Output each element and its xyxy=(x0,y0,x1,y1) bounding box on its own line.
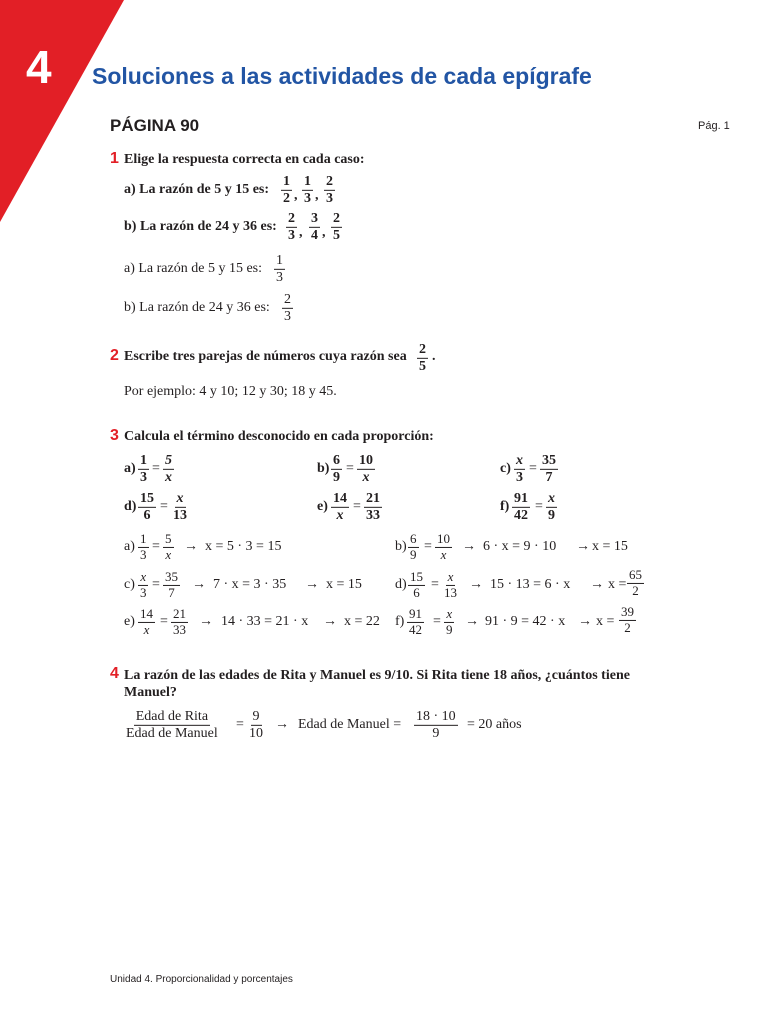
arrow: → xyxy=(578,614,592,629)
arrow: → xyxy=(323,614,337,629)
equals-sign: = xyxy=(346,461,354,476)
equals-sign: = xyxy=(529,461,537,476)
fraction-left: 14 x xyxy=(333,490,347,523)
item-label: f) xyxy=(395,614,405,629)
item-label: a) xyxy=(124,461,136,476)
step: x = 15 xyxy=(592,539,628,554)
item-label: d) xyxy=(395,577,407,592)
corner-banner-shape xyxy=(0,0,124,222)
item-label: f) xyxy=(500,499,510,514)
corner-banner xyxy=(0,0,130,230)
fraction-right: x 13 xyxy=(173,490,187,523)
page-footer: Unidad 4. Proporcionalidad y porcentajes xyxy=(110,974,293,985)
step: x = 5 · 3 = 15 xyxy=(205,539,282,554)
equals-sign: = xyxy=(535,499,543,514)
fraction-left: 15 6 xyxy=(410,568,423,600)
q2-fraction: 2 5 xyxy=(419,341,426,374)
equals-sign: = xyxy=(236,717,244,732)
arrow: → xyxy=(199,614,213,629)
q2-answer: Por ejemplo: 4 y 10; 12 y 30; 18 y 45. xyxy=(124,384,337,399)
q4-prompt: La razón de las edades de Rita y Manuel es 9/10. Si Rita tiene 18 años, ¿cuántos tiene Manuel? xyxy=(124,668,630,700)
page-heading: PÁGINA 90 xyxy=(110,116,200,135)
fraction-right: 21 33 xyxy=(173,605,186,637)
fraction-left: 1 3 xyxy=(140,452,147,485)
page-title: Soluciones a las actividades de cada epígrafe xyxy=(92,63,592,89)
equals-sign: = xyxy=(160,614,168,629)
step: 6 · x = 9 · 10 xyxy=(483,539,557,554)
q4-result: = 20 años xyxy=(467,717,522,732)
step: x = xyxy=(608,577,627,592)
fraction-right: 5 x xyxy=(165,530,172,562)
item-label: b) xyxy=(317,461,330,476)
q1-a-option-3: 2 3 xyxy=(326,173,333,206)
equals-sign: = xyxy=(424,539,432,554)
question-number-3: 3 xyxy=(110,427,119,444)
fraction-right: 21 33 xyxy=(366,490,380,523)
fraction-right: 10 x xyxy=(359,452,373,485)
unit-number: 4 xyxy=(26,41,52,93)
comma: , xyxy=(315,188,319,203)
q1-b-option-3: 2 5 xyxy=(333,210,340,243)
fraction-right: 10 x xyxy=(437,530,450,562)
comma: , xyxy=(294,188,298,203)
q1-a-text: a) La razón de 5 y 15 es: xyxy=(124,182,270,197)
arrow: → xyxy=(184,539,198,554)
fraction-left: 1 3 xyxy=(140,530,147,562)
period: . xyxy=(432,349,436,364)
q2-prompt: Escribe tres parejas de números cuya razón sea xyxy=(124,349,407,364)
q1-prompt: Elige la respuesta correcta en cada caso: xyxy=(124,152,365,167)
result-fraction: 39 2 xyxy=(621,603,634,635)
question-number-4: 4 xyxy=(110,665,119,682)
question-number-1: 1 xyxy=(110,150,119,167)
fraction-left: x 3 xyxy=(140,568,147,600)
arrow: → xyxy=(305,577,319,592)
arrow: → xyxy=(462,539,476,554)
q1-a-option-1: 1 2 xyxy=(283,173,290,206)
item-label: d) xyxy=(124,499,137,514)
step: x = 15 xyxy=(326,577,362,592)
q1-sol-a-fraction: 1 3 xyxy=(276,252,283,285)
item-label: e) xyxy=(124,614,135,629)
question-number-2: 2 xyxy=(110,347,119,364)
arrow: → xyxy=(576,539,590,554)
q4-fraction-ratio: 9 10 xyxy=(249,708,263,741)
step: 91 · 9 = 42 · x xyxy=(485,614,566,629)
fraction-left: 91 42 xyxy=(409,605,422,637)
fraction-right: x 13 xyxy=(444,568,457,600)
q1-b-text: b) La razón de 24 y 36 es: xyxy=(124,219,277,234)
comma: , xyxy=(299,225,303,240)
q4-fraction-calc: 18 · 10 9 xyxy=(416,708,456,741)
equals-sign: = xyxy=(431,577,439,592)
arrow: → xyxy=(465,614,479,629)
arrow: → xyxy=(590,577,604,592)
fraction-left: 6 9 xyxy=(333,452,340,485)
step: x = 22 xyxy=(344,614,380,629)
equals-sign: = xyxy=(152,577,160,592)
q3-prompt: Calcula el término desconocido en cada proporción: xyxy=(124,429,434,444)
q1-a-option-2: 1 3 xyxy=(304,173,311,206)
q4-fraction-ages: Edad de Rita Edad de Manuel xyxy=(126,708,218,741)
equals-sign: = xyxy=(160,499,168,514)
item-label: a) xyxy=(124,539,135,554)
fraction-left: 15 6 xyxy=(140,490,154,523)
fraction-right: 5 x xyxy=(165,452,172,485)
page-label: Pág. 1 xyxy=(698,120,730,132)
step: 15 · 13 = 6 · x xyxy=(490,577,571,592)
step: 14 · 33 = 21 · x xyxy=(221,614,309,629)
arrow: → xyxy=(275,717,289,732)
q1-sol-b-text: b) La razón de 24 y 36 es: xyxy=(124,300,270,315)
fraction-left: x 3 xyxy=(516,452,523,485)
fraction-left: 6 9 xyxy=(410,530,417,562)
item-label: c) xyxy=(500,461,511,476)
equals-sign: = xyxy=(433,614,441,629)
comma: , xyxy=(322,225,326,240)
item-label: c) xyxy=(124,577,135,592)
q1-b-option-2: 3 4 xyxy=(311,210,318,243)
equals-sign: = xyxy=(152,461,160,476)
fraction-right: x 9 xyxy=(548,490,555,523)
arrow: → xyxy=(469,577,483,592)
fraction-right: x 9 xyxy=(446,605,453,637)
equals-sign: = xyxy=(152,539,160,554)
fraction-right: 35 7 xyxy=(542,452,556,485)
fraction-right: 35 7 xyxy=(165,568,178,600)
step: 7 · x = 3 · 35 xyxy=(213,577,287,592)
q1-sol-a-text: a) La razón de 5 y 15 es: xyxy=(124,261,262,276)
arrow: → xyxy=(192,577,206,592)
fraction-left: 14 x xyxy=(140,605,153,637)
q1-b-option-1: 2 3 xyxy=(288,210,295,243)
q4-mid-text: Edad de Manuel = xyxy=(298,717,402,732)
result-fraction: 65 2 xyxy=(629,566,642,598)
step: x = xyxy=(596,614,615,629)
item-label: e) xyxy=(317,499,328,514)
equals-sign: = xyxy=(353,499,361,514)
item-label: b) xyxy=(395,539,407,554)
q1-sol-b-fraction: 2 3 xyxy=(284,291,291,324)
fraction-left: 91 42 xyxy=(514,490,528,523)
